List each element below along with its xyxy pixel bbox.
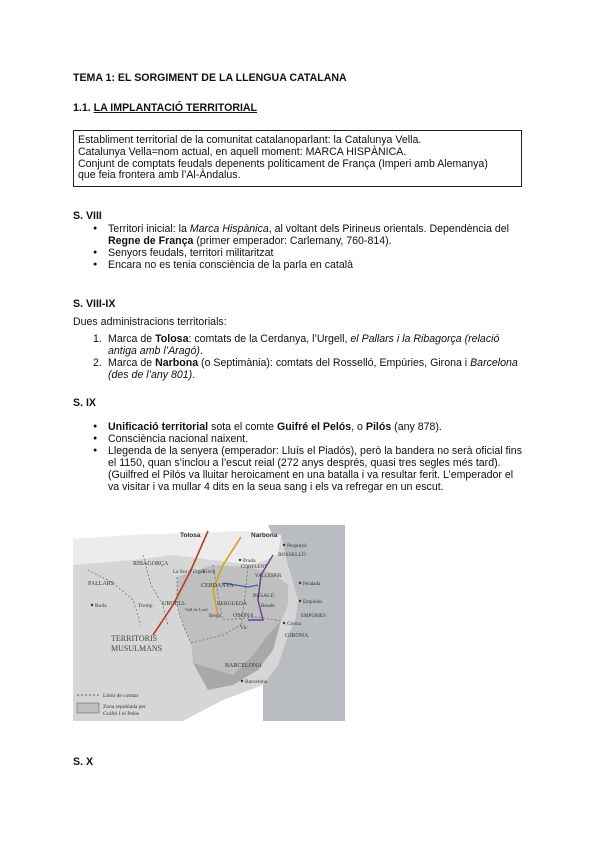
text: Marca de: [108, 333, 156, 345]
page-title: TEMA 1: EL SORGIMENT DE LA LLENGUA CATALANA: [73, 72, 347, 84]
text: Narbona: [155, 357, 199, 369]
map-label-peralada: Peralada: [303, 582, 321, 587]
map-label-musulmans: MUSULMANS: [111, 644, 163, 653]
town-dot: [91, 604, 93, 606]
map-label-territoris: TERRITORIS: [111, 634, 158, 643]
list-item: ● Consciència nacional naixent.: [93, 433, 523, 445]
map-label-bergueda: BERGUEDÀ: [217, 601, 247, 607]
text: Barcelona (des de l’any 801): [108, 357, 518, 381]
legend-swatch: [77, 703, 99, 713]
summary-line: Catalunya Vella=nom actual, en aquell moment: MARCA HISPÀNICA.: [78, 145, 407, 158]
section-heading: [73, 102, 257, 115]
text: Territori inicial: la: [108, 223, 190, 235]
map-label-la-seu: La Seu d’Urgell: [173, 570, 206, 575]
text: Tolosa: [155, 333, 189, 345]
heading-s10: S. X: [73, 756, 94, 768]
text: Marca de: [108, 357, 156, 369]
map-label-vall-de-lord: Vall de Lord: [185, 607, 208, 612]
list-number: 1.: [93, 333, 102, 345]
list-item: ● Encara no es tenia consciència de la parla en català: [93, 259, 523, 271]
summary-box: [73, 130, 522, 187]
legend-label-zone: Zona repoblada per: [103, 704, 146, 710]
list-item: ● Senyors feudals, territori militaritzat: [93, 247, 523, 259]
text: Unificació territorial: [108, 421, 209, 433]
map-label-tolosa: Tolosa: [180, 532, 201, 539]
map-label-girona-town: Girona: [287, 622, 301, 627]
map-label-berga: Berga: [209, 614, 221, 619]
map-label-urgell: URGELL: [162, 601, 186, 607]
text: (any 878).: [391, 421, 442, 433]
heading-s8-9: S. VIII-IX: [73, 298, 116, 310]
text: .: [192, 369, 196, 381]
section-title: LA IMPLANTACIÓ TERRITORIAL: [93, 102, 258, 114]
text: Pilós: [365, 421, 392, 433]
town-dot: [239, 559, 241, 561]
map-label-conflent: CONFLENT: [241, 565, 268, 570]
map-label-roda: Roda: [95, 603, 107, 609]
text: , o: [351, 421, 366, 433]
town-dot: [241, 680, 243, 682]
intro-text: Dues administracions territorials:: [73, 316, 227, 328]
text: Guifré el Pelós: [276, 421, 352, 433]
text: , al voltant dels Pirineus orientals. Dependència del: [268, 223, 510, 235]
map-label-girona: GIRONA: [285, 633, 309, 639]
map-label-empuries: EMPÚRIES: [301, 614, 326, 619]
summary-line: que feia frontera amb l’Al-Àndalus.: [78, 169, 241, 182]
text: (Guilfred el Pilós va lluitar heroicament en una batalla i va resultar ferit. L’emperador el va visitar i va mullar 4 dits en la seua sang i els va refregar en un escut.: [108, 469, 514, 493]
map-label-vallespir: VALLESPIR: [255, 574, 282, 579]
text: el Pallars i la Ribagorça (relació antiga amb l’Aragó): [108, 333, 500, 357]
map-label-narbona: Narbona: [251, 532, 278, 539]
town-dot: [283, 544, 285, 546]
map-label-vic: Vic: [240, 625, 248, 631]
map-label-cerdanya: CERDANYA: [201, 583, 234, 589]
town-dot: [283, 622, 285, 624]
list-number: 2.: [93, 357, 102, 369]
map-label-besalu-town: Besalú: [261, 604, 275, 609]
list-item: [93, 333, 523, 357]
map-label-osona: OSONA: [233, 613, 254, 619]
section-number: 1.1.: [73, 102, 91, 114]
text: (o Septimània): comtats del Rosselló, Empúries, Girona i: [198, 357, 471, 369]
summary-line: Conjunt de comptats feudals depenents políticament de França (Imperi amb Alemanya): [78, 157, 488, 170]
map-label-rossello: ROSSELLÓ: [278, 552, 306, 558]
map-label-pallars: PALLARS: [88, 581, 115, 587]
map-label-barcelona: BARCELONA: [225, 663, 262, 669]
summary-line: Establiment territorial de la comunitat catalanoparlant: la Catalunya Vella.: [78, 134, 422, 146]
text: .: [199, 345, 203, 357]
text: Regne de França: [108, 235, 194, 247]
text: (primer emperador: Carlemany, 760-814).: [193, 235, 392, 247]
list-s8-9: [93, 333, 523, 381]
heading-s9: S. IX: [73, 397, 96, 409]
map-label-empuries-town: Empúries: [303, 600, 323, 605]
historical-map: [73, 525, 345, 721]
list-item: [93, 357, 523, 381]
list-item: [93, 421, 523, 433]
list-item: [93, 223, 523, 247]
map-label-prada: Prada: [243, 558, 256, 564]
list-s9: [93, 421, 523, 493]
text: sota el comte: [208, 421, 277, 433]
map-label-ribagorca: RIBAGORÇA: [133, 561, 169, 567]
heading-s8: S. VIII: [73, 210, 102, 222]
town-dot: [299, 582, 301, 584]
town-dot: [299, 600, 301, 602]
legend-label-zone-2: Guifré I el Pelós: [103, 711, 140, 717]
list-s8: [93, 223, 523, 271]
map-label-llivia: Llívia: [203, 570, 215, 575]
map-label-besalu: BESALÚ: [253, 593, 275, 599]
map-label-tremp: Tremp: [138, 603, 153, 609]
map-label-barcelona-town: Barcelona: [245, 679, 268, 685]
legend-label-limit: Límit de comtat: [103, 693, 139, 699]
text: Marca Hispànica: [189, 223, 269, 235]
text: : comtats de la Cerdanya, l’Urgell,: [188, 333, 351, 345]
list-item: [93, 445, 523, 493]
text: ● Llegenda de la senyera (emperador: Lluís el Piadós), però la bandera no serà oficial fins el 1150, quan s’inclou a l’escut reial (272 anys després, quasi tres segles més tard).: [108, 445, 522, 469]
map-label-perpinya: Perpinyà: [287, 543, 307, 549]
